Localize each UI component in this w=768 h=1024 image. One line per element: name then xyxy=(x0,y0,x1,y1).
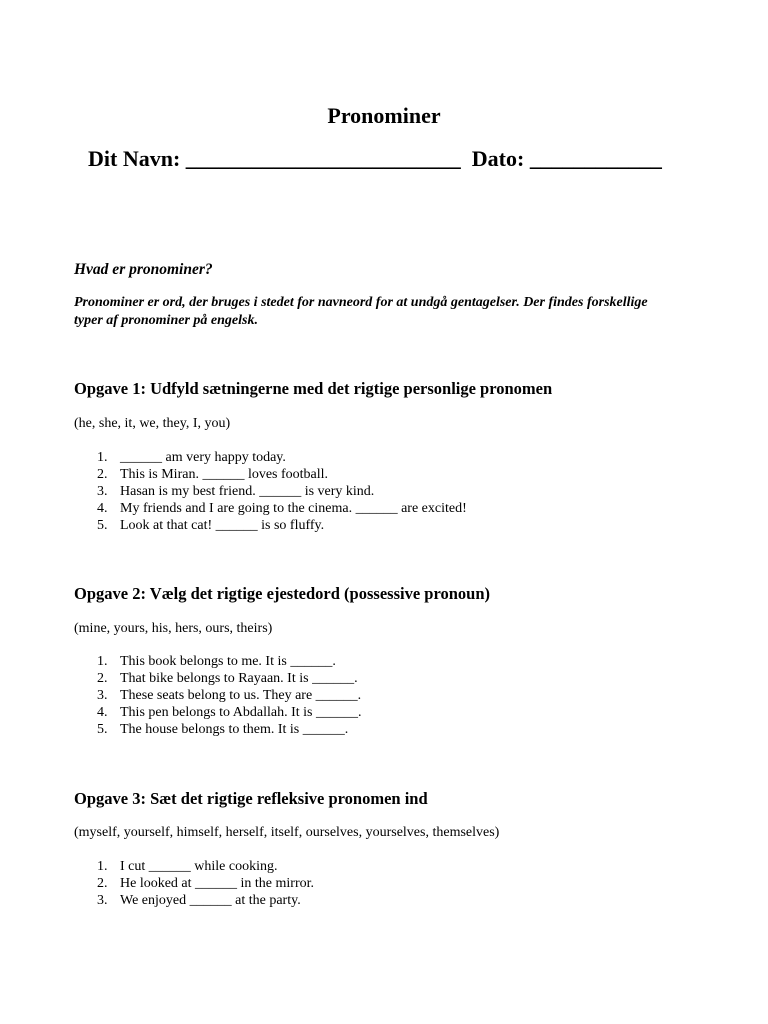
exercise-2-heading: Opgave 2: Vælg det rigtige ejestedord (possessive pronoun) xyxy=(74,584,490,603)
list-item xyxy=(74,721,361,738)
item-number: 3. xyxy=(97,688,108,703)
item-text: Look at that cat! ______ is so fluffy. xyxy=(120,518,325,533)
list-item xyxy=(74,858,314,875)
list-item xyxy=(74,704,361,721)
item-text: This book belongs to me. It is ______. xyxy=(120,654,336,669)
item-text: That bike belongs to Rayaan. It is ______. xyxy=(120,671,358,686)
list-item xyxy=(74,892,314,909)
exercise-1-list xyxy=(74,449,467,534)
item-text: ______ am very happy today. xyxy=(120,450,286,465)
exercise-3-list xyxy=(74,858,314,909)
exercise-2-word-bank: (mine, yours, his, hers, ours, theirs) xyxy=(74,621,273,636)
list-item xyxy=(74,875,314,892)
item-number: 1. xyxy=(97,450,108,465)
item-text: My friends and I are going to the cinema. ______ are excited! xyxy=(120,501,467,516)
list-item xyxy=(74,517,467,534)
item-number: 2. xyxy=(97,467,108,482)
exercise-3-word-bank: (myself, yourself, himself, herself, itself, ourselves, yourselves, themselves) xyxy=(74,825,500,840)
exercise-3-heading: Opgave 3: Sæt det rigtige refleksive pronomen ind xyxy=(74,789,428,808)
intro-text: Pronominer er ord, der bruges i stedet for navneord for at undgå gentagelser. Der findes forskellige typer af pronominer på engelsk. xyxy=(74,295,648,328)
list-item xyxy=(74,653,361,670)
item-number: 3. xyxy=(97,484,108,499)
item-text: He looked at ______ in the mirror. xyxy=(120,876,315,891)
list-item xyxy=(74,466,467,483)
item-text: We enjoyed ______ at the party. xyxy=(120,893,301,908)
list-item xyxy=(74,687,361,704)
item-number: 4. xyxy=(97,501,108,516)
exercise-1-word-bank: (he, she, it, we, they, I, you) xyxy=(74,416,231,431)
item-text: This is Miran. ______ loves football. xyxy=(120,467,329,482)
list-item xyxy=(74,483,467,500)
item-number: 5. xyxy=(97,518,108,533)
item-number: 2. xyxy=(97,876,108,891)
exercise-1-heading: Opgave 1: Udfyld sætningerne med det rigtige personlige pronomen xyxy=(74,379,553,398)
list-item xyxy=(74,670,361,687)
intro-heading: Hvad er pronominer? xyxy=(74,261,213,278)
list-item xyxy=(74,449,467,466)
name-date-line: Dit Navn: _________________________ Dato: ____________ xyxy=(88,146,662,171)
item-text: This pen belongs to Abdallah. It is ______. xyxy=(120,705,362,720)
item-text: These seats belong to us. They are ______. xyxy=(120,688,362,703)
exercise-2-list xyxy=(74,653,361,738)
item-number: 4. xyxy=(97,705,108,720)
list-item xyxy=(74,500,467,517)
item-number: 1. xyxy=(97,859,108,874)
page-title: Pronominer xyxy=(327,103,441,128)
item-number: 5. xyxy=(97,722,108,737)
item-number: 2. xyxy=(97,671,108,686)
item-text: Hasan is my best friend. ______ is very kind. xyxy=(120,484,375,499)
item-text: The house belongs to them. It is ______. xyxy=(120,722,349,737)
item-text: I cut ______ while cooking. xyxy=(120,859,278,874)
item-number: 1. xyxy=(97,654,108,669)
item-number: 3. xyxy=(97,893,108,908)
